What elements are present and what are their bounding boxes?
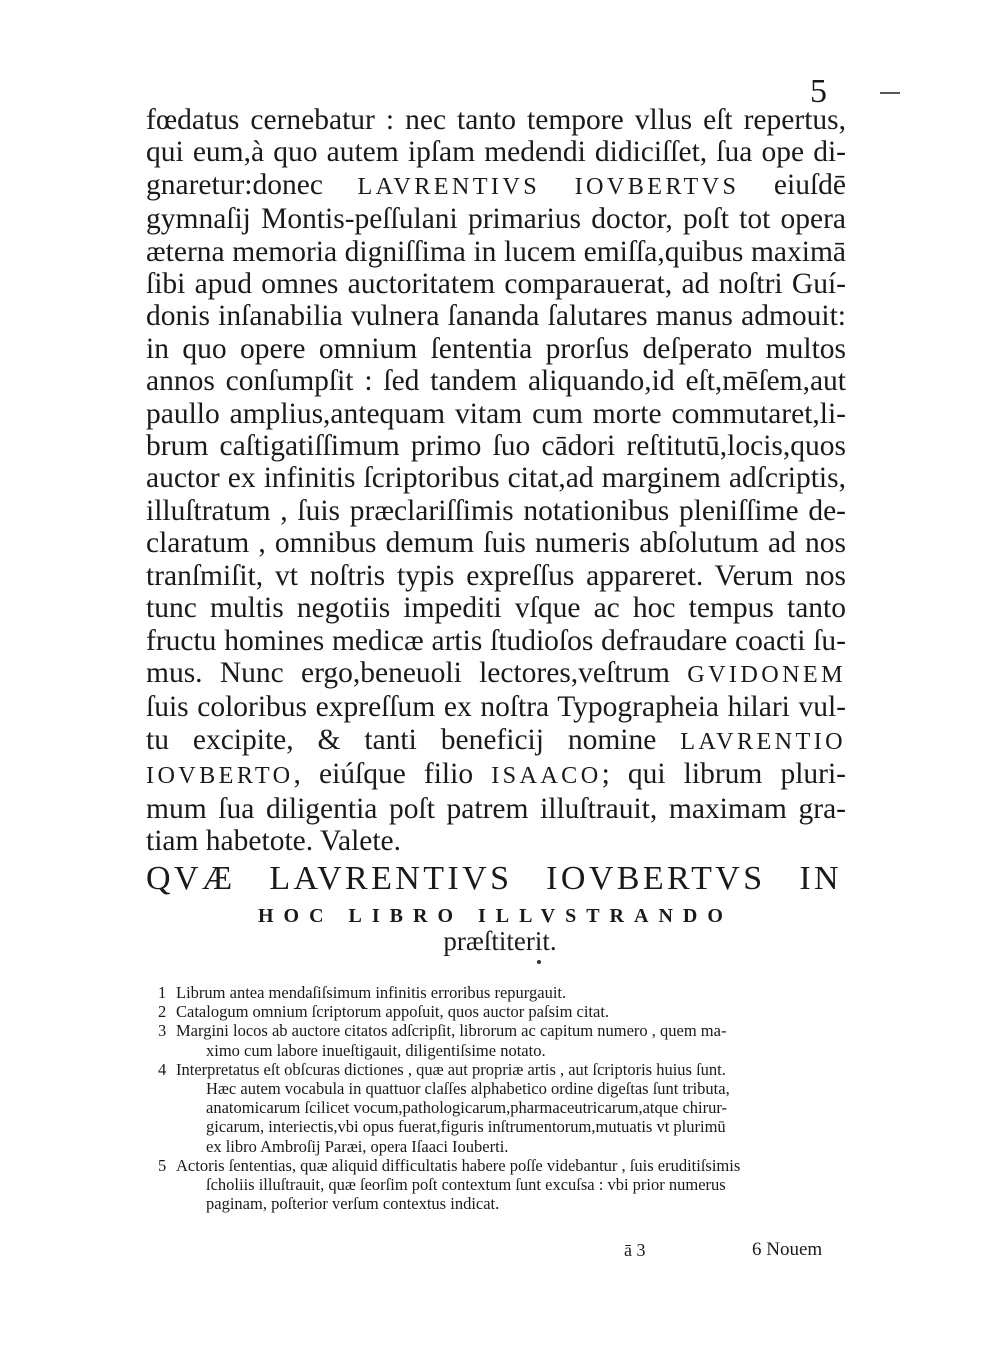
list-item-line <box>150 1041 846 1060</box>
list-item-line <box>150 1117 846 1136</box>
section-heading-line-1: QVÆ LAVRENTIVS IOVBERTVS IN <box>146 860 842 897</box>
text-line: fœdatus cernebatur : nec tanto tempore vllus eſt repertus, <box>146 104 846 136</box>
ornament-dot <box>537 960 541 964</box>
text-line: ſibi apud omnes auctoritatem comparauerat, ad noſtri Guí- <box>146 268 846 301</box>
section-heading-line-2: HOC LIBRO ILLVSTRANDO <box>258 905 733 927</box>
text-line: brum caſtigatiſſimum primo ſuo cādori reſtitutū,locis,quos <box>146 430 846 463</box>
section-heading-line-3: præſtiterit. <box>443 926 557 956</box>
list-item-line <box>150 1060 846 1079</box>
text-line: tranſmiſit, vt noſtris typis expreſſus appareret. Verum nos <box>146 559 846 592</box>
text-line: in quo opere omnium ſententia prorſus deſperato multos <box>146 332 846 365</box>
list-item-number: 4 <box>158 1059 167 1079</box>
text-line: auctor ex infinitis ſcriptoribus citat,ad marginem adſcriptis, <box>146 462 846 495</box>
list-item-text: Catalogum omnium ſcriptorum appoſuit, quos auctor paſsim citat. <box>176 1002 610 1022</box>
list-item-line <box>150 1002 846 1021</box>
text-run: mus. Nunc ergo,beneuoli lectores,veſtrum <box>146 656 688 689</box>
text-line: donis inſanabilia vulnera ſananda ſalutares manus admouit: <box>146 300 846 333</box>
proper-name: ISAACO <box>491 762 602 790</box>
list-item-number: 5 <box>158 1155 167 1175</box>
text-line <box>146 169 846 203</box>
text-line: mum ſua diligentia poſt patrem illuſtrauit, maximam gra- <box>146 792 846 825</box>
text-line: qui eum,à quo autem ipſam medendi didiciſſet, ſua ope di- <box>146 136 846 169</box>
proper-name: LAVRENTIO <box>680 727 846 755</box>
text-run: tu excipite, & tanti beneficij nomine <box>146 723 681 756</box>
text-run: ; qui librum pluri- <box>601 758 846 791</box>
proper-name: IOVBERTVS <box>574 172 740 200</box>
list-item-number: 1 <box>158 983 167 1002</box>
text-line <box>146 724 846 758</box>
text-run: eiuſdē <box>739 168 846 201</box>
text-line <box>146 758 846 792</box>
text-run: gnaretur:donec <box>146 168 358 201</box>
text-line: illuſtratum , ſuis præclariſſimis notationibus pleniſſime de- <box>146 494 846 527</box>
proper-name: LAVRENTIVS <box>357 172 541 200</box>
list-item-line <box>150 1079 846 1098</box>
text-run <box>540 169 575 201</box>
list-item-text: anatomicarum ſcilicet vocum,pathologicarum,pharmaceutricarum,atque chirur- <box>206 1098 728 1118</box>
text-line: claratum , omnibus demum ſuis numeris abſolutum ad nos <box>146 527 846 560</box>
proper-name: GVIDONEM <box>687 660 846 688</box>
list-item-text: Actoris ſententias, quæ aliquid difficultatis habere poſſe videbantur , ſuis eruditiſsimis <box>176 1155 741 1175</box>
text-line: ſuis coloribus expreſſum ex noſtra Typographeia hilari vul- <box>146 691 846 724</box>
text-run: , eiúſque filio <box>293 758 492 791</box>
text-line: paullo amplius,antequam vitam cum morte commutaret,li- <box>146 397 846 430</box>
text-line: annos conſumpſit : ſed tandem aliquando,id eſt,mēſem,aut <box>146 365 846 398</box>
list-item-line <box>150 1021 846 1040</box>
list-item-line <box>150 1175 846 1194</box>
list-item-number: 3 <box>158 1021 167 1041</box>
list-item-text: Librum antea mendaſiſsimum infinitis erroribus repurgauit. <box>176 983 567 1002</box>
signature-mark: ā 3 <box>624 1240 646 1260</box>
list-item-line <box>150 1156 846 1175</box>
text-line <box>146 657 846 691</box>
text-line: gymnaſij Montis-peſſulani primarius doctor, poſt tot opera <box>146 203 846 236</box>
list-item-text: Hæc autem vocabula in quattuor claſſes alphabetico ordine digeſtas ſunt tributa, <box>206 1079 730 1099</box>
text-line: fructu homines medicæ artis ſtudioſos defraudare coacti ſu- <box>146 624 846 657</box>
list-item-text: gicarum, interiectis,vbi opus fuerat,figuris inſtrumentorum,mutuatis vt plurimū <box>206 1117 726 1137</box>
list-item-text: ex libro Ambroſij Paræi, opera Iſaaci Iouberti. <box>206 1136 509 1156</box>
text-line: tunc multis negotiis impediti vſque ac hoc tempus tanto <box>146 592 846 625</box>
text-line: tiam habetote. Valete. <box>146 824 402 857</box>
page-number: 5 <box>810 73 827 110</box>
list-item-text: Interpretatus eſt obſcuras dictiones , quæ aut propriæ artis , aut ſcriptoris huius ſunt. <box>176 1059 726 1079</box>
list-item-text: Margini locos ab auctore citatos adſcripſit, librorum ac capitum numero , quem ma- <box>176 1021 727 1041</box>
corner-mark <box>880 92 900 94</box>
catchword: 6 Nouem <box>752 1239 823 1260</box>
list-item-text: ximo cum labore inueſtigauit, diligentiſsime notato. <box>206 1040 546 1060</box>
list-item-line <box>150 1137 846 1156</box>
list-item-line <box>150 983 846 1002</box>
proper-name: IOVBERTO <box>146 762 294 790</box>
text-line: æterna memoria digniſſima in lucem emiſſa,quibus maximā <box>146 235 846 268</box>
list-item-line <box>150 1194 846 1213</box>
list-item-text: ſcholiis illuſtrauit, quæ ſeorſim poſt contextum ſunt excuſsa : vbi prior numerus <box>206 1175 726 1195</box>
numbered-list <box>150 983 846 1213</box>
list-item-number: 2 <box>158 1002 167 1022</box>
preface-text <box>146 104 846 857</box>
list-item-line <box>150 1098 846 1117</box>
list-item-text: paginam, poſterior verſum contextus indicat. <box>206 1194 500 1214</box>
